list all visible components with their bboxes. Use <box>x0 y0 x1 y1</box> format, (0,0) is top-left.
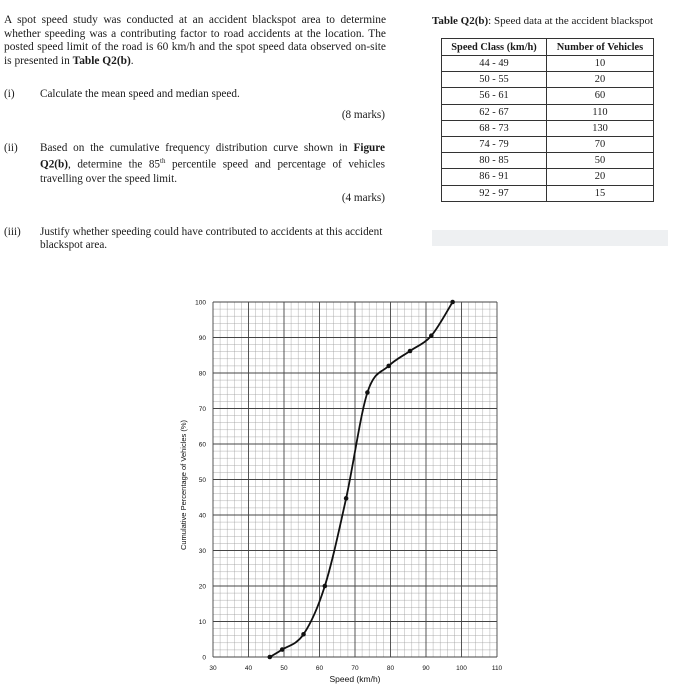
speed-class-cell: 86 - 91 <box>442 169 547 185</box>
x-tick-label: 100 <box>456 665 467 672</box>
speed-class-cell: 74 - 79 <box>442 136 547 152</box>
table-header-row <box>442 39 654 56</box>
data-point <box>301 632 306 637</box>
data-point <box>323 584 328 589</box>
speed-data-table <box>441 38 654 202</box>
question-2-text <box>40 142 385 186</box>
faded-strip <box>432 230 668 246</box>
x-tick-label: 40 <box>244 665 253 672</box>
x-tick-label: 60 <box>315 665 324 672</box>
y-tick-label: 70 <box>198 406 206 413</box>
y-tick-label: 50 <box>198 477 206 484</box>
speed-class-cell: 92 - 97 <box>442 185 547 201</box>
intro-table-ref: Table Q2(b) <box>72 54 131 67</box>
table-row <box>442 104 654 120</box>
x-tick-label: 30 <box>209 665 217 672</box>
vehicle-count-cell: 15 <box>547 185 654 201</box>
table-row <box>442 136 654 152</box>
x-tick-label: 90 <box>422 665 430 672</box>
data-point <box>268 655 273 660</box>
y-tick-label: 100 <box>195 299 206 307</box>
table-row <box>442 169 654 185</box>
data-point <box>386 364 391 369</box>
intro-text-end: . <box>130 54 134 67</box>
y-tick-label: 20 <box>198 583 206 591</box>
question-2-marks: (4 marks) <box>341 192 385 204</box>
y-tick-label: 10 <box>198 619 206 626</box>
speed-class-cell: 68 - 73 <box>442 120 547 136</box>
table-row <box>442 153 654 169</box>
vehicle-count-cell: 50 <box>547 153 654 169</box>
data-point <box>429 333 434 338</box>
table-title-label: Table Q2(b) <box>432 15 489 27</box>
y-tick-label: 40 <box>198 512 206 520</box>
header-number-of-vehicles: Number of Vehicles <box>547 39 654 56</box>
vehicle-count-cell: 20 <box>547 72 654 88</box>
data-point <box>450 300 455 305</box>
x-tick-label: 70 <box>351 665 359 672</box>
cumulative-frequency-chart <box>170 290 530 690</box>
y-axis-label: Cumulative Percentage of Vehicles (%) <box>179 419 188 551</box>
question-3-text: Justify whether speeding could have contributed to accidents at this accident blackspot area. <box>40 226 383 252</box>
data-point <box>344 496 349 501</box>
data-point <box>365 390 370 395</box>
table-row <box>442 72 654 88</box>
y-tick-labels <box>195 300 206 662</box>
question-3-number: (iii) <box>4 226 21 238</box>
vehicle-count-cell: 70 <box>547 136 654 152</box>
x-tick-label: 110 <box>491 665 503 672</box>
x-tick-label: 80 <box>386 665 395 672</box>
vehicle-count-cell: 130 <box>547 120 654 136</box>
question-2-sup: th <box>160 157 166 166</box>
speed-class-cell: 56 - 61 <box>442 88 547 104</box>
vehicle-count-cell: 10 <box>547 56 654 72</box>
table-row <box>442 56 654 72</box>
y-tick-label: 90 <box>198 335 206 342</box>
question-2-text-b: , determine the 85 <box>67 159 161 172</box>
question-2-number: (ii) <box>4 142 18 154</box>
y-tick-label: 60 <box>198 441 206 449</box>
data-point <box>408 349 413 354</box>
x-axis-label: Speed (km/h) <box>329 674 381 684</box>
data-point <box>280 647 285 652</box>
vehicle-count-cell: 60 <box>547 88 654 104</box>
table-row <box>442 88 654 104</box>
x-tick-labels <box>209 665 502 672</box>
vehicle-count-cell: 20 <box>547 169 654 185</box>
question-2-figure-ref: Figure Q2(b) <box>40 142 385 172</box>
header-speed-class: Speed Class (km/h) <box>442 39 547 56</box>
y-tick-label: 0 <box>202 654 206 662</box>
y-tick-label: 30 <box>198 548 206 555</box>
speed-class-cell: 50 - 55 <box>442 72 547 88</box>
question-1-marks: (8 marks) <box>341 109 385 121</box>
speed-class-cell: 62 - 67 <box>442 104 547 120</box>
table-row <box>442 120 654 136</box>
table-title-caption: : Speed data at the accident blackspot <box>488 15 654 27</box>
table-title <box>432 15 653 27</box>
speed-class-cell: 44 - 49 <box>442 56 547 72</box>
x-tick-label: 50 <box>280 665 288 672</box>
speed-class-cell: 80 - 85 <box>442 153 547 169</box>
table-row <box>442 185 654 201</box>
intro-paragraph <box>4 14 386 68</box>
question-2-text-a: Based on the cumulative frequency distribution curve shown in <box>40 142 354 154</box>
vehicle-count-cell: 110 <box>547 104 654 120</box>
intro-text: A spot speed study was conducted at an accident blackspot area to determine whether speeding was a contributing factor to road accidents at the location. The posted speed limit of the road is 60 km/h and the spot speed data observed on-site is presented in <box>4 14 386 67</box>
question-1-text: Calculate the mean speed and median speed. <box>40 88 240 100</box>
question-2-text-c: percentile speed and percentage of vehicles travelling over the speed limit. <box>40 159 385 185</box>
y-tick-label: 80 <box>198 370 206 378</box>
question-1-number: (i) <box>4 88 15 100</box>
